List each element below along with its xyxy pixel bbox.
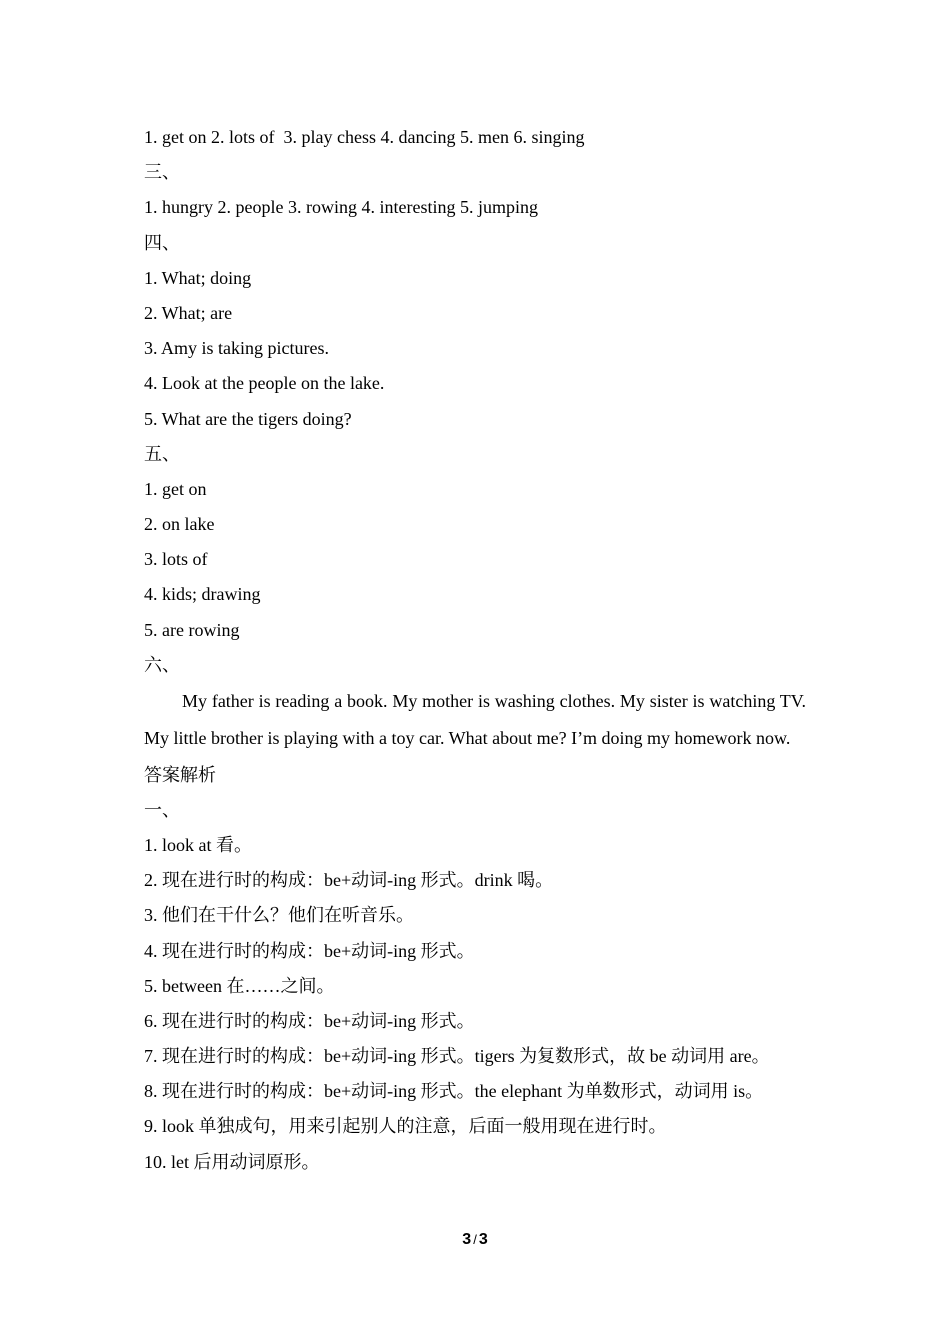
answer-line: 1. hungry 2. people 3. rowing 4. interesting 5. jumping [144, 197, 538, 218]
essay-paragraph: My father is reading a book. My mother is washing clothes. My sister is watching TV. My little brother is playing with a toy car. What about me? I’m doing my homework now. [144, 691, 806, 749]
answer-line: 1. get on [144, 478, 207, 499]
section-heading: 四、 [144, 232, 180, 253]
answer-explanations [144, 758, 806, 1180]
explanation-line: 4. 现在进行时的构成：be+动词-ing 形式。 [144, 940, 475, 961]
explanation-line: 1. look at 看。 [144, 834, 252, 855]
page-content [144, 120, 806, 1180]
answer-line: 2. on lake [144, 514, 215, 535]
explanation-line: 8. 现在进行时的构成：be+动词-ing 形式。the elephant 为单数形式，动词用 is。 [144, 1081, 764, 1102]
explanation-line: 3. 他们在干什么？他们在听音乐。 [144, 905, 414, 926]
answer-line: 3. lots of [144, 549, 208, 570]
answer-lines-top [144, 120, 806, 683]
explanation-line: 7. 现在进行时的构成：be+动词-ing 形式。tigers 为复数形式，故 be 动词用 are。 [144, 1046, 770, 1067]
answer-line: 1. get on 2. lots of 3. play chess 4. dancing 5. men 6. singing [144, 127, 585, 147]
total-pages: 3 [478, 1231, 488, 1248]
answer-line: 2. What; are [144, 302, 233, 323]
answer-line: 4. kids; drawing [144, 584, 261, 605]
current-page: 3 [462, 1231, 472, 1248]
explanations-heading: 答案解析 [144, 764, 216, 785]
section-heading: 六、 [144, 654, 180, 675]
explanation-line: 9. look 单独成句，用来引起别人的注意，后面一般用现在进行时。 [144, 1116, 667, 1137]
section-heading: 一、 [144, 799, 180, 820]
explanation-line: 2. 现在进行时的构成：be+动词-ing 形式。drink 喝。 [144, 870, 554, 891]
answer-line: 3. Amy is taking pictures. [144, 338, 329, 359]
explanation-line: 10. let 后用动词原形。 [144, 1151, 320, 1172]
section-heading: 五、 [144, 443, 180, 464]
answer-line: 5. are rowing [144, 619, 240, 640]
page-number [0, 1228, 950, 1252]
answer-line: 4. Look at the people on the lake. [144, 373, 385, 394]
explanation-line: 5. between 在……之间。 [144, 975, 335, 996]
answer-line: 5. What are the tigers doing? [144, 408, 352, 429]
answer-line: 1. What; doing [144, 267, 252, 288]
page-separator: / [473, 1232, 477, 1247]
explanation-line: 6. 现在进行时的构成：be+动词-ing 形式。 [144, 1010, 475, 1031]
section-heading: 三、 [144, 162, 180, 183]
